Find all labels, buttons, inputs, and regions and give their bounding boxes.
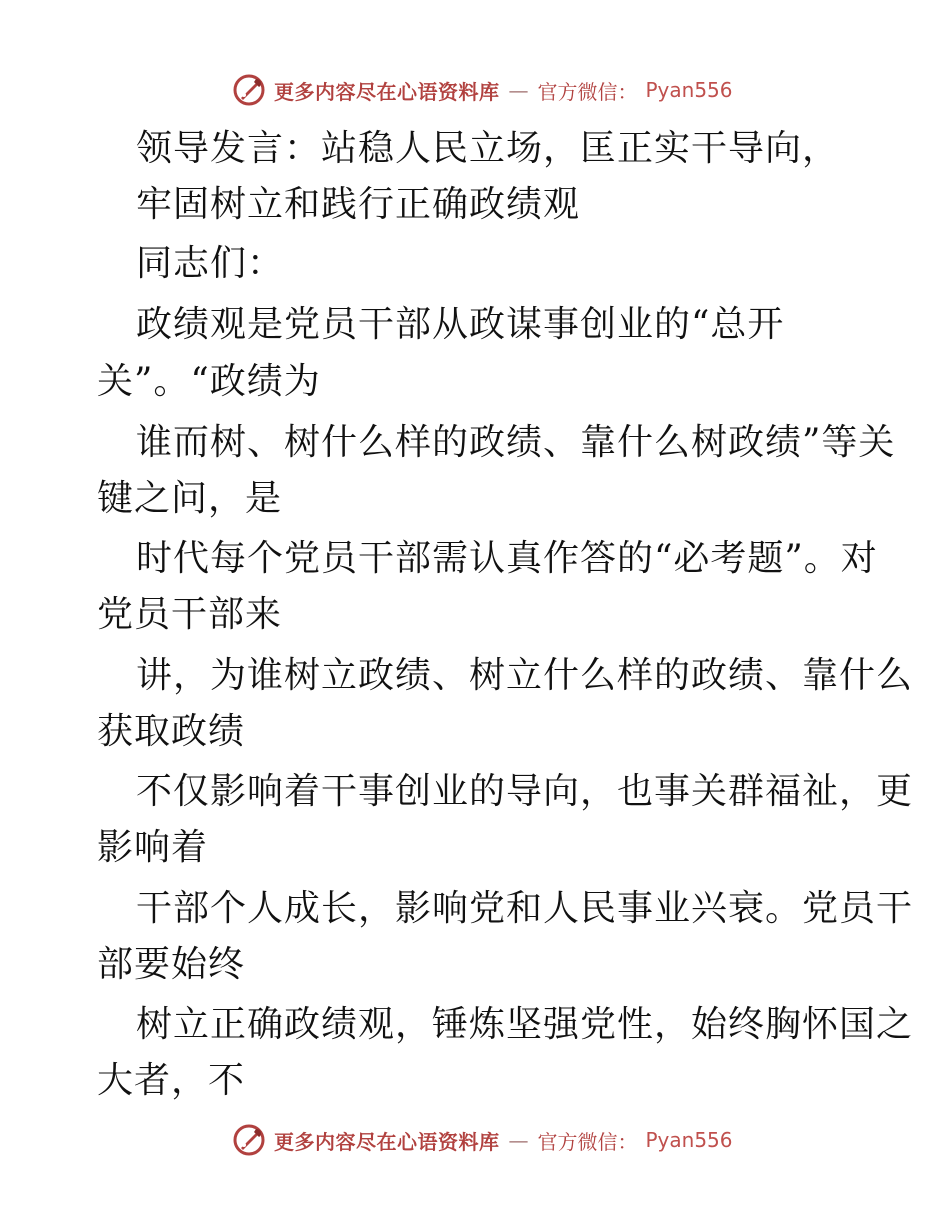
title-line-2: 牢固树立和践行正确政绩观 [136, 184, 581, 225]
footer-separator: — [508, 1128, 529, 1152]
paragraph-line: 政绩观是党员干部从政谋事创业的“总开 [136, 304, 785, 345]
paragraph-line: 树立正确政绩观，锤炼坚强党性，始终胸怀国之 [136, 1004, 914, 1045]
paragraph-line: 时代每个党员干部需认真作答的“必考题”。对 [136, 538, 878, 579]
paragraph-line: 键之问，是 [97, 478, 283, 519]
salutation: 同志们： [136, 243, 285, 284]
footer-wechat-label: 官方微信： [537, 1129, 638, 1154]
footer-wechat-handle: Pyan556 [645, 1128, 733, 1152]
footer-banner[interactable] [232, 1120, 733, 1160]
paragraph-line: 谁而树、树什么样的政绩、靠什么树政绩”等关 [136, 422, 896, 463]
header-brand-text: 更多内容尽在心语资料库 [274, 79, 500, 104]
paragraph-line: 讲，为谁树立政绩、树立什么样的政绩、靠什么 [136, 655, 914, 696]
header-separator: — [508, 78, 529, 102]
paragraph-line: 获取政绩 [97, 711, 246, 752]
paragraph-line: 党员干部来 [97, 594, 283, 635]
header-wechat-handle: Pyan556 [645, 78, 733, 102]
paragraph-line: 影响着 [97, 827, 209, 868]
paragraph-line: 部要始终 [97, 944, 246, 985]
paragraph-line: 干部个人成长，影响党和人民事业兴衰。党员干 [136, 888, 914, 929]
footer-brand-text: 更多内容尽在心语资料库 [274, 1129, 500, 1154]
paragraph-line: 大者，不 [97, 1060, 246, 1101]
quill-seal-icon [232, 1123, 266, 1157]
paragraph-line: 关”。“政绩为 [97, 361, 321, 402]
header-banner[interactable] [232, 70, 733, 110]
title-line-1: 领导发言：站稳人民立场，匡正实干导向， [136, 128, 840, 169]
quill-seal-icon [232, 73, 266, 107]
header-wechat-label: 官方微信： [537, 79, 638, 104]
paragraph-line: 不仅影响着干事创业的导向，也事关群福祉，更 [136, 771, 914, 812]
